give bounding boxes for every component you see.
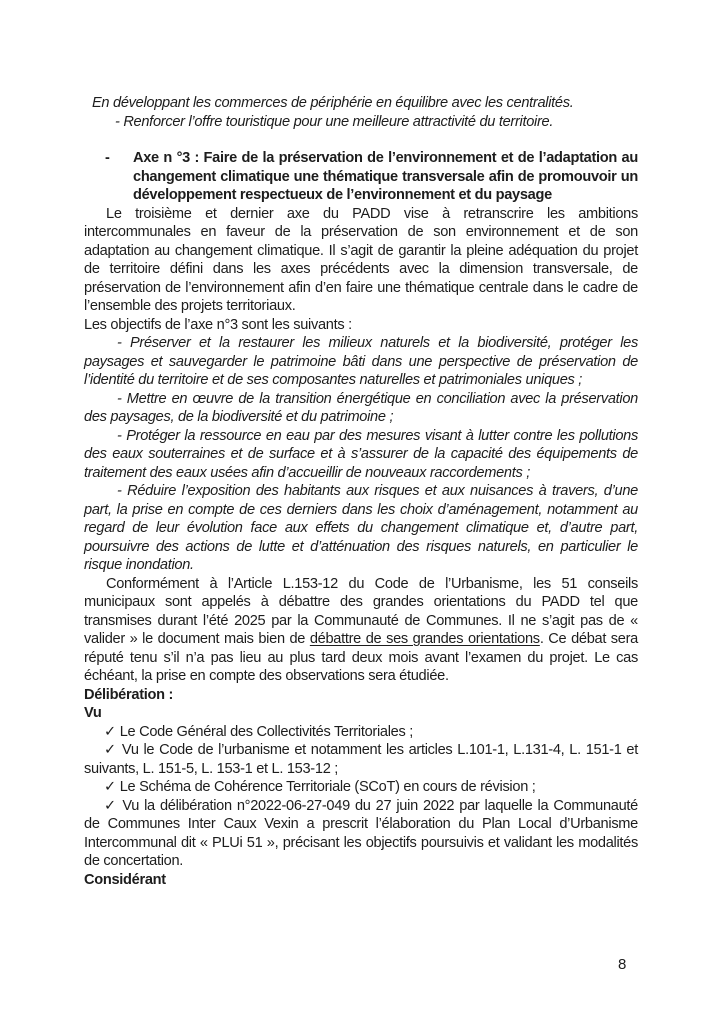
vu-item-1-text: Le Code Général des Collectivités Territoriales ; [119, 723, 413, 740]
deliberation-heading: Délibération : [84, 686, 174, 703]
conformement-underlined-text: débattre de ses grandes orientations [309, 631, 540, 647]
considerant-heading: Considérant [84, 871, 166, 888]
axe3-heading-text: Axe n °3 : Faire de la préservation de l’environnement et de l’adaptation au changement climatique une thématique transversale afin de promouvoir un développement respectueux de l’environnement et du paysage [133, 150, 638, 203]
intro-line-1: En développant les commerces de périphérie en équilibre avec les centralités. [92, 95, 574, 111]
intro-line-2: - Renforcer l’offre touristique pour une meilleure attractivité du territoire. [115, 113, 554, 130]
objectives-intro: Les objectifs de l’axe n°3 sont les suivants : [84, 316, 352, 333]
document-content [84, 94, 638, 889]
conformement-text-before: Conformément à l’Article L.153-12 du Code de l’Urbanisme, les 51 conseils municipaux sont appelés à débattre des grandes orientations du PADD tel que transmises durant l’été 2025 par la Communauté de Communes. Il ne s’agit pas de « valider » le document mais bien de [84, 575, 638, 647]
objective-item-1: - Préserver et la restaurer les milieux naturels et la biodiversité, protéger les paysages et sauvegarder le patrimoine bâti dans une perspective de préservation de l’identité du territoire et de ses composantes naturelles et patrimoniales uniques ; [84, 335, 638, 388]
check-icon: ✓ [104, 742, 118, 758]
check-icon: ✓ [104, 797, 118, 814]
conformement-text-after: . Ce débat sera réputé tenu s’il n’a pas lieu au plus tard deux mois avant l’examen du projet. Le cas échéant, la prise en compte des observations sera étudiée. [84, 631, 638, 684]
vu-item-3 [84, 778, 638, 797]
vu-item-4-text: Vu la délibération n°2022-06-27-049 du 27 juin 2022 par laquelle la Communauté de Communes Inter Caux Vexin a prescrit l’élaboration du Plan Local d’Urbanisme Intercommunal dit « PLUi 51 », précisant les objectifs poursuivis et validant les modalités de concertation. [84, 797, 638, 869]
vu-item-3-text: Le Schéma de Cohérence Territoriale (SCoT) en cours de révision ; [119, 779, 536, 795]
objective-item-2: - Mettre en œuvre de la transition énergétique en conciliation avec la préservation des paysages, de la biodiversité et du patrimoine ; [84, 390, 638, 425]
check-icon: ✓ [104, 723, 116, 740]
axe3-heading [84, 149, 638, 205]
objective-item-4: - Réduire l’exposition des habitants aux risques et aux nuisances à travers, d’une part, la prise en compte de ces derniers dans les choix d’aménagement, notamment au regard de leur évolution face aux effets du changement climatique et, d’autre part, poursuivre des actions de lutte et d’atténuation des risques naturels, en particulier le risque inondation. [84, 483, 638, 573]
page-number: 8 [618, 956, 627, 973]
axe3-dash: - [105, 150, 110, 166]
vu-item-2-text: Vu le Code de l’urbanisme et notamment les articles L.101-1, L.131-4, L. 151-1 et suivants, L. 151-5, L. 153-1 et L. 153-12 ; [84, 742, 638, 777]
vu-item-1 [84, 723, 638, 742]
axe3-paragraph: Le troisième et dernier axe du PADD vise à retranscrire les ambitions intercommunales en faveur de la préservation de son environnement et de son adaptation au changement climatique. Il s’agit de garantir la pleine adéquation du projet de territoire défini dans les axes précédents avec la dimension transversale, de préservation de l’environnement afin d’en faire une thématique centrale dans le cadre de l’ensemble des projets territoriaux. [84, 205, 638, 314]
conformement-paragraph [84, 575, 638, 686]
vu-heading: Vu [84, 705, 102, 721]
objective-item-3: - Protéger la ressource en eau par des mesures visant à lutter contre les pollutions des eaux souterraines et de surface et à s’assurer de la capacité des équipements de traitement des eaux usées afin d’accueillir de nouveaux raccordements ; [84, 427, 638, 481]
vu-item-2 [84, 741, 638, 778]
vu-item-4 [84, 797, 638, 871]
check-icon: ✓ [104, 779, 116, 795]
